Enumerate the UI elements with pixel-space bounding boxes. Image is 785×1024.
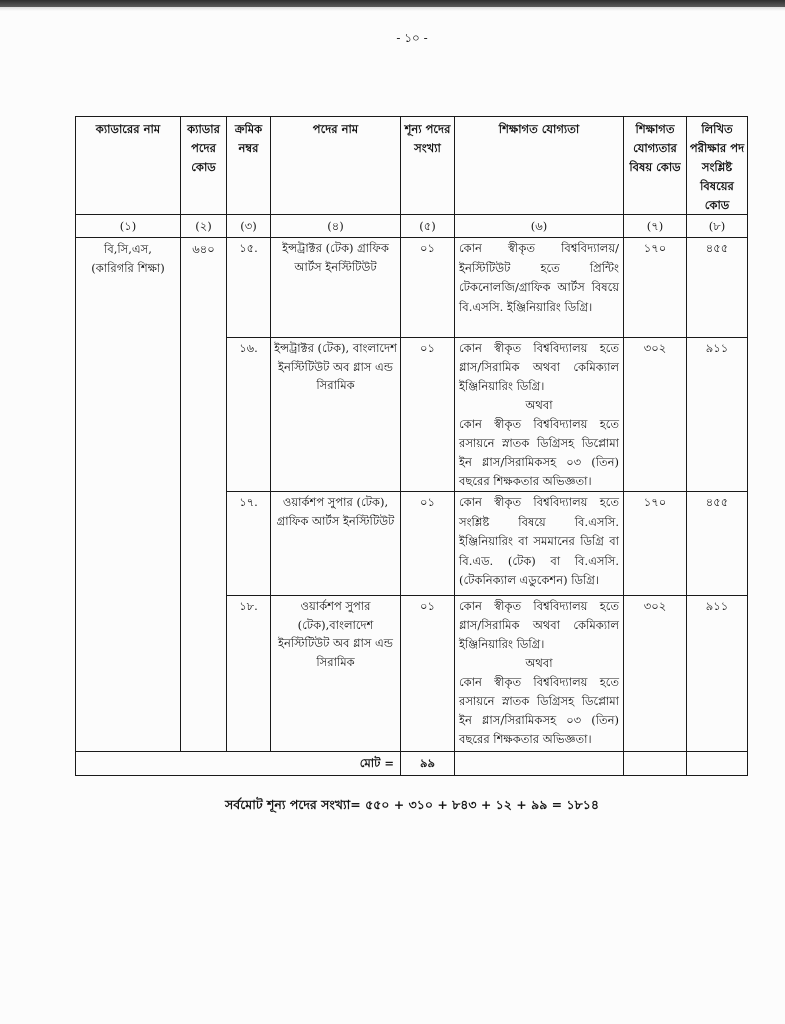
header-vacancies: শূন্য পদের সংখ্যা	[401, 117, 455, 215]
row-vacancies: ০১	[401, 238, 455, 338]
row-exam-code: ৯১১	[687, 338, 748, 492]
row-qualification-code: ১৭০	[624, 492, 687, 596]
cadre-name-line: বি,সি,এস,	[104, 242, 152, 256]
row-serial: ১৭.	[227, 492, 271, 596]
row-qualification	[455, 596, 624, 752]
row-qualification	[455, 492, 624, 596]
row-serial: ১৮.	[227, 596, 271, 752]
row-qualification	[455, 338, 624, 492]
column-number: (৬)	[455, 215, 624, 238]
scan-edge-shadow	[0, 7, 785, 11]
qualification-or: অথবা	[525, 656, 553, 670]
header-cadre-code: ক্যাডার পদের কোড	[181, 117, 227, 215]
column-number: (৭)	[624, 215, 687, 238]
row-vacancies: ০১	[401, 338, 455, 492]
row-post-name: ইন্সট্রাক্টর (টেক) গ্রাফিক আর্টস ইনস্টিটিউট	[271, 238, 401, 338]
header-qualification: শিক্ষাগত যোগ্যতা	[455, 117, 624, 215]
row-exam-code: ৯১১	[687, 596, 748, 752]
column-number: (৩)	[227, 215, 271, 238]
row-exam-code: ৪৫৫	[687, 238, 748, 338]
row-vacancies: ০১	[401, 596, 455, 752]
total-label: মোট =	[76, 752, 401, 776]
row-serial: ১৫.	[227, 238, 271, 338]
qualification-text: কোন স্বীকৃত বিশ্ববিদ্যালয় হতে রসায়নে স্নাতক ডিগ্রিসহ ডিপ্লোমা ইন গ্লাস/সিরামিকসহ ০৩ (তিন) বছরের শিক্ষকতার অভিজ্ঞতা।	[459, 417, 619, 488]
row-exam-code: ৪৫৫	[687, 492, 748, 596]
page-number: - ১০ -	[396, 31, 428, 45]
cadre-name-line: (কারিগরি শিক্ষা)	[91, 260, 165, 275]
header-exam-code: লিখিত পরীক্ষার পদ সংশ্লিষ্ট বিষয়ের কোড	[687, 117, 748, 215]
qualification-text: কোন স্বীকৃত বিশ্ববিদ্যালয় হতে রসায়নে স্নাতক ডিগ্রিসহ ডিপ্লোমা ইন গ্লাস/সিরামিকসহ ০৩ (তিন) বছরের শিক্ষকতার অভিজ্ঞতা।	[459, 675, 619, 746]
cadre-name-cell	[76, 238, 181, 752]
vacancy-table	[75, 116, 748, 776]
column-number: (৮)	[687, 215, 748, 238]
total-value: ৯৯	[401, 752, 455, 776]
column-number: (৪)	[271, 215, 401, 238]
header-serial: ক্রমিক নম্বর	[227, 117, 271, 215]
scan-top-edge	[0, 0, 785, 7]
row-serial: ১৬.	[227, 338, 271, 492]
header-qualification-code: শিক্ষাগত যোগ্যতার বিষয় কোড	[624, 117, 687, 215]
qualification-or: অথবা	[525, 398, 553, 412]
cadre-code: ৬৪০	[181, 238, 227, 752]
total-empty-cell	[455, 752, 624, 776]
total-vacancies-summary: সর্বমোট শূন্য পদের সংখ্যা= ৫৫০ + ৩১০ + ৮৪৩ + ১২ + ৯৯ = ১৮১৪	[225, 797, 599, 812]
row-qualification-code: ৩০২	[624, 596, 687, 752]
row-post-name: ওয়ার্কশপ সুপার (টেক), গ্রাফিক আর্টস ইনস্টিটিউট	[271, 492, 401, 596]
qualification-text: কোন স্বীকৃত বিশ্ববিদ্যালয় হতে গ্লাস/সিরামিক অথবা কেমিক্যাল ইঞ্জিনিয়ারিং ডিগ্রি।	[459, 341, 619, 393]
column-number: (২)	[181, 215, 227, 238]
header-cadre-name: ক্যাডারের নাম	[76, 117, 181, 215]
qualification-text: কোন স্বীকৃত বিশ্ববিদ্যালয়/ইনস্টিটিউট হতে প্রিন্টিং টেকনোলজি/গ্রাফিক আর্টস বিষয়ে বি.এসসি. ইঞ্জিনিয়ারিং ডিগ্রি।	[459, 241, 619, 314]
row-post-name: ওয়ার্কশপ সুপার (টেক),বাংলাদেশ ইনস্টিটিউট অব গ্লাস এন্ড সিরামিক	[271, 596, 401, 752]
row-qualification-code: ১৭০	[624, 238, 687, 338]
qualification-text: কোন স্বীকৃত বিশ্ববিদ্যালয় হতে গ্লাস/সিরামিক অথবা কেমিক্যাল ইঞ্জিনিয়ারিং ডিগ্রি।	[459, 599, 619, 651]
row-vacancies: ০১	[401, 492, 455, 596]
row-qualification	[455, 238, 624, 338]
column-number: (৫)	[401, 215, 455, 238]
row-post-name: ইন্সট্রাক্টর (টেক), বাংলাদেশ ইনস্টিটিউট অব গ্লাস এন্ড সিরামিক	[271, 338, 401, 492]
header-post-name: পদের নাম	[271, 117, 401, 215]
qualification-text: কোন স্বীকৃত বিশ্ববিদ্যালয় হতে সংশ্লিষ্ট বিষয়ে বি.এসসি. ইঞ্জিনিয়ারিং বা সমমানের ডিগ্রি বা বি.এড. (টেক) বা বি.এসসি. (টেকনিক্যাল এডুকেশন) ডিগ্রি।	[459, 495, 619, 587]
row-qualification-code: ৩০২	[624, 338, 687, 492]
column-number: (১)	[76, 215, 181, 238]
total-empty-cell	[624, 752, 687, 776]
total-empty-cell	[687, 752, 748, 776]
